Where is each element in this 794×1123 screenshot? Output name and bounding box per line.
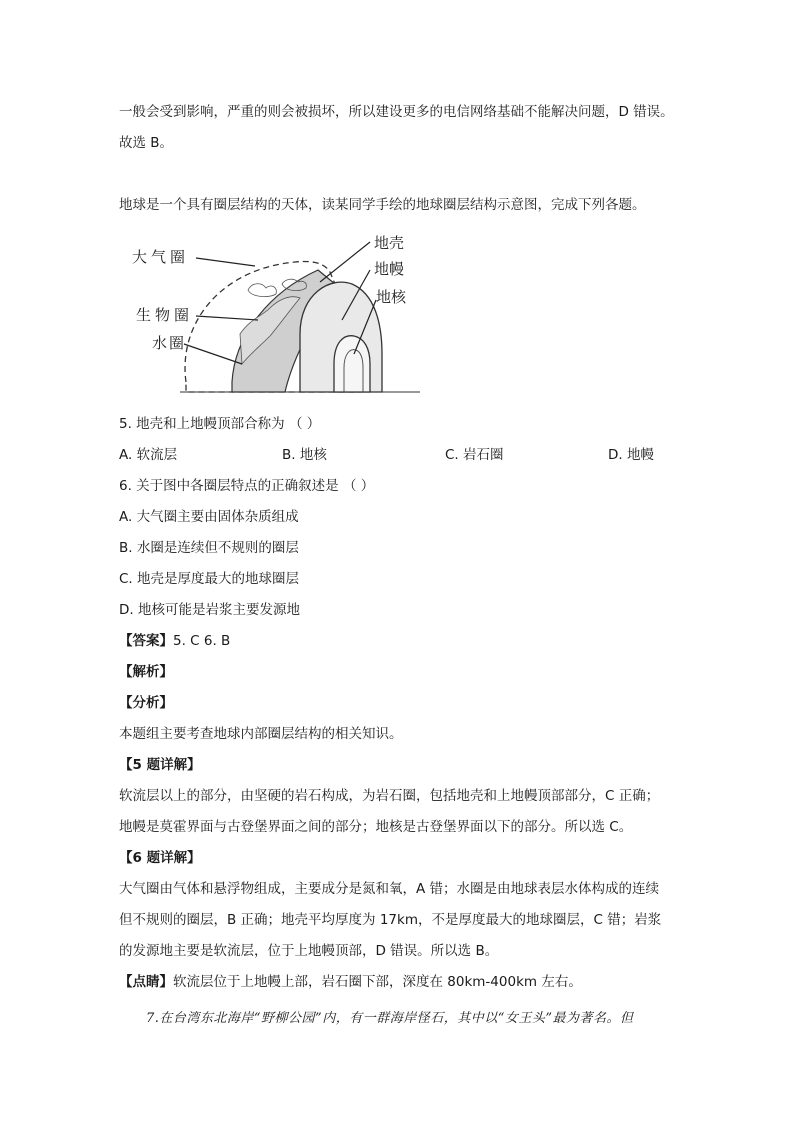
line-1: 一般会受到影响，严重的则会被损坏，所以建设更多的电信网络基础不能解决问题，D 错误。 (119, 104, 674, 120)
label-core: 地核 (376, 288, 407, 306)
q6-option-d: D. 地核可能是岩浆主要发源地 (119, 602, 300, 618)
leader-atmosphere (196, 258, 255, 266)
cloud-1 (248, 284, 276, 297)
q6-option-c: C. 地壳是厚度最大的地球圈层 (119, 571, 300, 587)
q5-option-c: C. 岩石圈 (445, 447, 504, 463)
q6-detail-1: 大气圈由气体和悬浮物组成，主要成分是氮和氧，A 错；水圈是由地球表层水体构成的连续 (119, 881, 660, 897)
leader-biosphere (196, 316, 258, 320)
question-6: 6. 关于图中各圈层特点的正确叙述是 （ ） (119, 478, 375, 494)
dianjing-line (119, 972, 582, 992)
question-5: 5. 地壳和上地幔顶部合称为 （ ） (119, 416, 321, 432)
q6-option-b: B. 水圈是连续但不规则的圈层 (119, 540, 299, 556)
q5-detail-2: 地幔是莫霍界面与古登堡界面之间的部分；地核是古登堡界面以下的部分。所以选 C。 (119, 819, 633, 835)
core-dome (334, 336, 370, 392)
q6-detail-3: 的发源地主要是软流层，位于上地幔顶部，D 错误。所以选 B。 (119, 943, 499, 959)
label-crust: 地壳 (374, 234, 405, 252)
q5-option-a: A. 软流层 (119, 447, 178, 463)
q6-detail-2: 但不规则的圈层，B 正确；地壳平均厚度为 17km，不是厚度最大的地球圈层，C 错；岩浆 (119, 912, 662, 928)
q6-detail-heading: 【6 题详解】 (119, 850, 201, 866)
label-atmosphere: 大气圈 (132, 248, 190, 266)
leader-hydrosphere (184, 344, 242, 364)
q5-option-d: D. 地幔 (608, 447, 654, 463)
answer-line (119, 631, 230, 651)
intro-text: 地球是一个具有圈层结构的天体，读某同学手绘的地球圈层结构示意图，完成下列各题。 (119, 197, 646, 213)
label-mantle: 地幔 (374, 260, 405, 278)
q6-option-a: A. 大气圈主要由固体杂质组成 (119, 509, 299, 525)
line-2: 故选 B。 (119, 135, 174, 151)
dianjing-text: 软流层位于上地幔上部，岩石圈下部，深度在 80km-400km 左右。 (173, 974, 582, 990)
leader-crust (320, 242, 370, 282)
fenxi-heading: 【分析】 (119, 695, 173, 711)
earth-sphere-diagram (120, 224, 430, 396)
label-biosphere: 生物圈 (136, 306, 194, 324)
question-7: 7.在台湾东北海岸“野柳公园”内，有一群海岸怪石，其中以“女王头”最为著名。但 (146, 1011, 634, 1026)
q5-option-b: B. 地核 (282, 447, 327, 463)
label-hydrosphere: 水圈 (152, 334, 187, 352)
fenxi-text: 本题组主要考查地球内部圈层结构的相关知识。 (119, 726, 403, 742)
analysis-heading: 【解析】 (119, 664, 173, 680)
q5-detail-1: 软流层以上的部分，由坚硬的岩石构成，为岩石圈，包括地壳和上地幔顶部部分，C 正确； (119, 788, 660, 804)
dianjing-tag: 【点睛】 (119, 974, 173, 990)
q5-detail-heading: 【5 题详解】 (119, 757, 201, 773)
answer-tag: 【答案】 (119, 633, 173, 649)
answer-text: 5. C 6. B (173, 633, 231, 649)
